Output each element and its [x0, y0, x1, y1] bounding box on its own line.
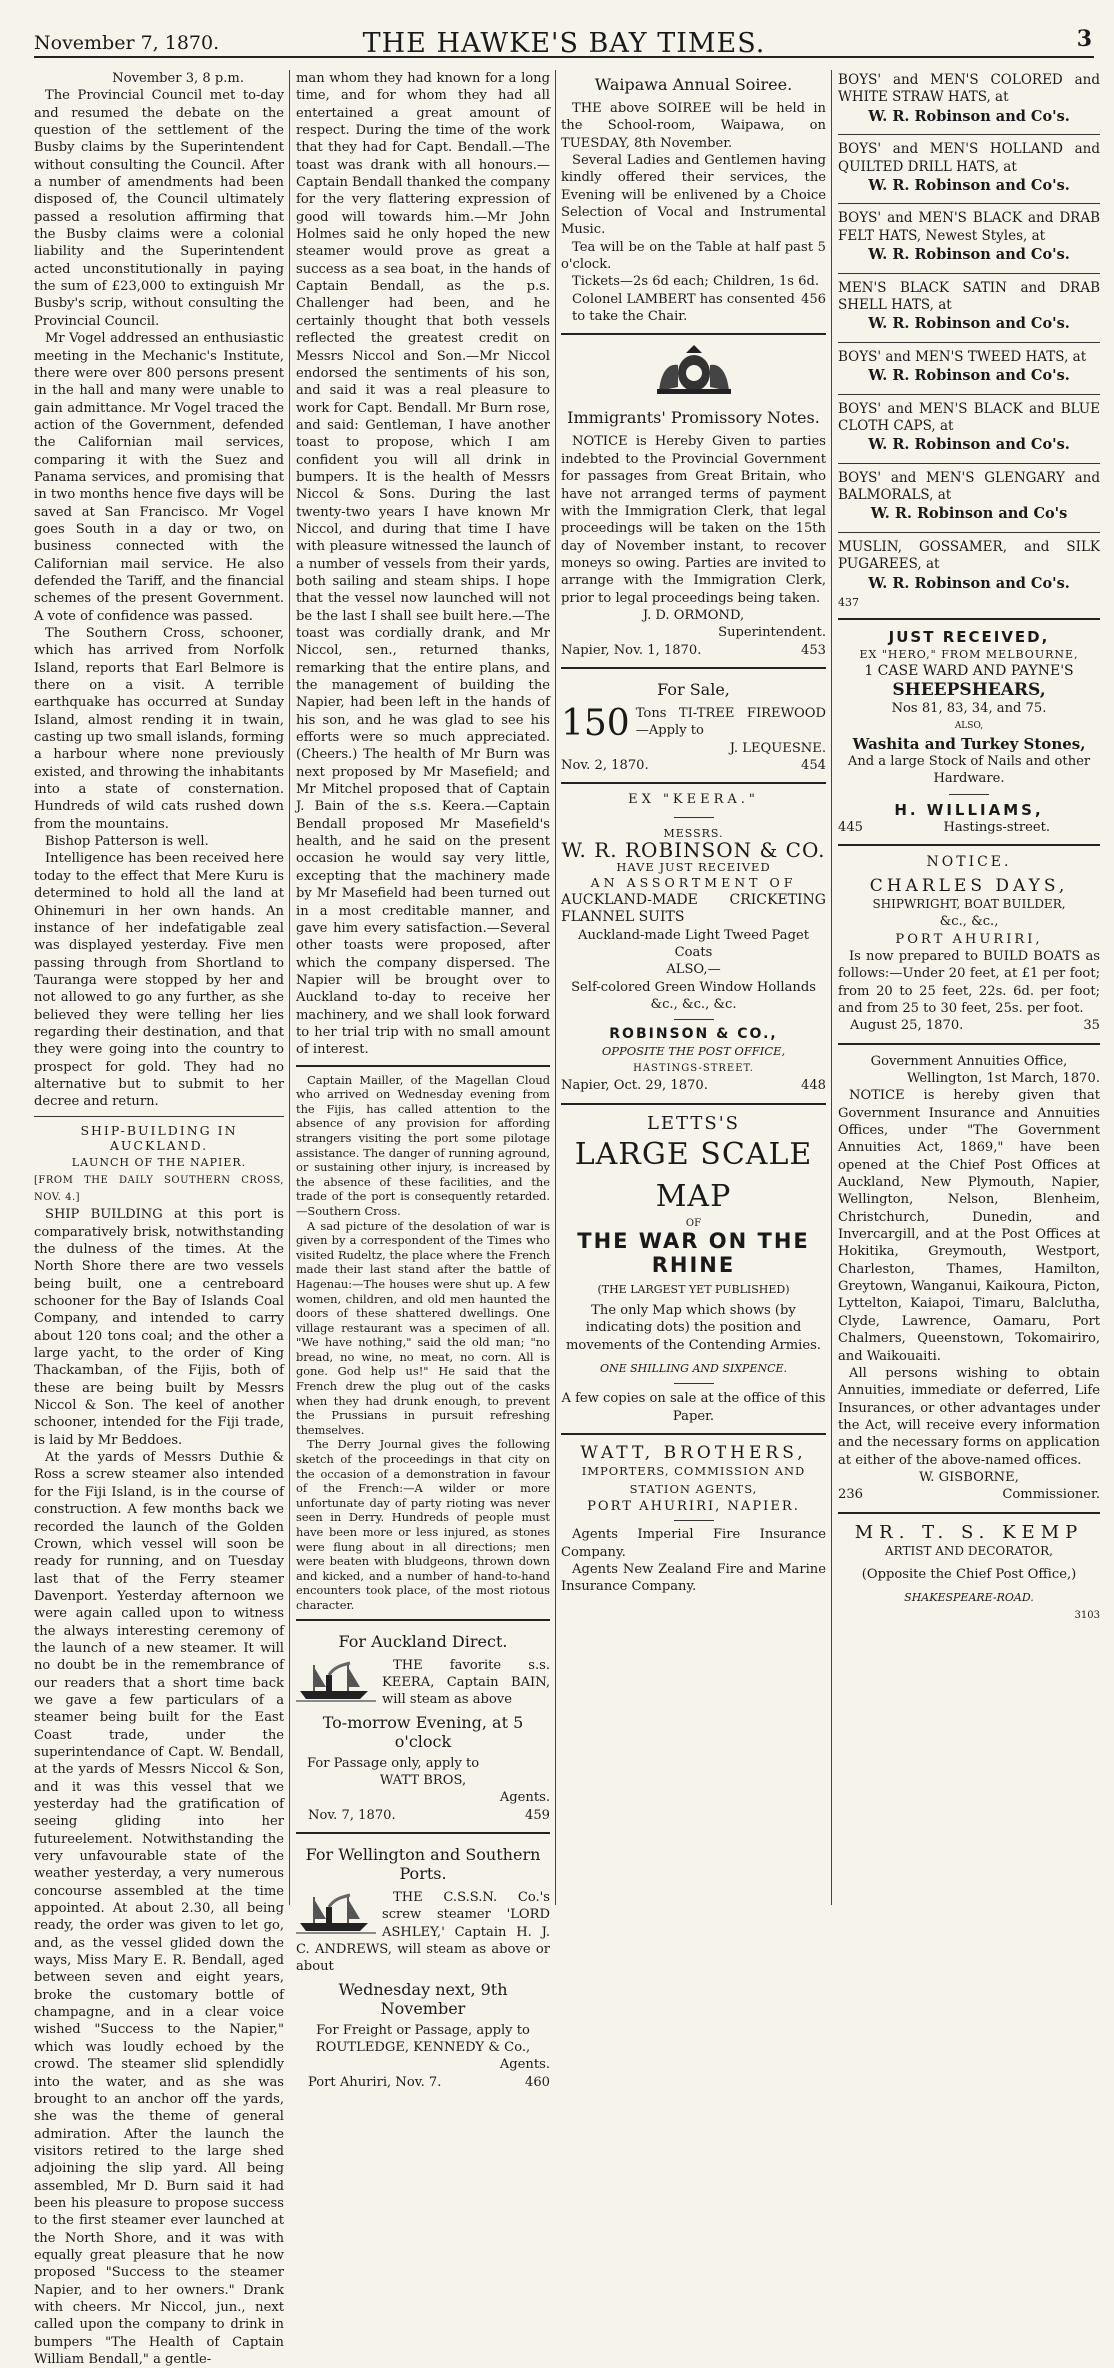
divider	[838, 618, 1100, 620]
ad-title: For Wellington and Southern Ports.	[305, 1844, 541, 1883]
ad-body: Tea will be on the Table at half past 5 o'clock.	[561, 239, 826, 273]
article-paragraph: At the yards of Messrs Duthie & Ross a screw steamer also intended for the Fiji Island, is in the course of construction. A few months back we recorded the launch of the Golden Crown, which vessel will soon be ready for running, and on Tuesday last that of the Ferry steamer Davenport. Yesterday afternoon we were again called upon to witness the always interesting ceremony of the launch of a new steamer. It will no doubt be in the remembrance of our readers that a short time back we gave a few particulars of a steamer being built for the East Coast trade, under the superintendance of Capt. W. Bendall, at the yards of Messrs Niccol & Son, and it was this vessel that we yesterday had the gratification of seeing gliding into her futureelement. Notwithstanding the very unfavourable state of the weather yesterday, a very numerous concourse assembled at the time appointed. At about 2.30, all being ready, the order was given to let go, and, as the vessel glided down the ways, Miss Mary E. R. Bendall, aged between seven and eight years, broke the customary bottle of champagne, and in a clear voice wished "Success to the Napier," which was loudly echoed by the crowd. The steamer slid splendidly into the water, and as she was brought to an anchor off the yards, she was the theme of general admiration. After the launch the visitors retired to the large shed adjoining the slip yard. All being assembled, Mr D. Burn said it had been his pleasure to propose success to the first steamer ever launched at the North Shore, and it was with equally great pleasure that he now proposed "Success to the steamer Napier, and to her owners." Drank with cheers. Mr Niccol, jun., next called upon the company to drink in bumpers "The Health of Captain William Bendall," a gentle-	[34, 1450, 284, 2367]
ad-body: Nos 81, 83, 34, and 75.	[891, 701, 1047, 717]
hat-ad	[838, 456, 1100, 525]
ad-body: NOTICE is Hereby Given to parties indebted to the Provincial Government for passages from Great Britain, who have not arranged terms of payment with the Immigration Clerk, that legal proceedings will be taken on the 15th day of November instant, to recover moneys so owing. Parties are invited to arrange with the Immigration Clerk, prior to legal proceedings being taken.	[561, 434, 826, 606]
divider	[838, 1512, 1100, 1514]
ad-highlight: To-morrow Evening, at 5 o'clock	[322, 1712, 524, 1751]
hat-ad	[838, 387, 1100, 456]
ad-ref: 456	[801, 291, 826, 307]
hat-ad	[838, 196, 1100, 265]
ad-date: Port Ahuriri, Nov. 7.	[308, 2074, 442, 2090]
ad-body: SHIPWRIGHT, BOAT BUILDER,	[872, 896, 1066, 911]
divider	[838, 463, 1100, 464]
ad-body: EX "HERO," FROM MELBOURNE,	[859, 647, 1079, 661]
soiree-ad	[561, 70, 826, 327]
firm-location: OPPOSITE THE POST OFFICE,	[601, 1043, 786, 1058]
column-4	[838, 70, 1100, 1905]
page-number: 3	[1076, 26, 1092, 52]
divider	[34, 1116, 284, 1117]
article-paragraph: A sad picture of the desolation of war is given by a correspondent of the Times who visited Rudeltz, the place where the French made their last stand after the battle of Hagenau:—The houses were shut up. A few women, children, and old men haunted the doors of these shattered dwellings. One village restaurant was a specimen of all. "We have nothing," said the old man; "no bread, no wine, no meat, no corn. All is gone. God help us!" He said that the French drew the plug out of the casks when they had drunk enough, to prevent the Prussians in pursuit refreshing themselves.	[296, 1218, 550, 1437]
agent-role: Agents.	[499, 1790, 550, 1806]
agent-name: WATT BROS,	[379, 1772, 467, 1788]
article-paragraph: The Southern Cross, schooner, which has arrived from Norfolk Island, reports that Earl Belmore is there on a visit. A terrible earthquake has occurred at Sunday Island, almost rending it in twain, casting up two small islands, forming a harbour where none previously existed, and throwing the inhabitants into a state of consternation. Hundreds of wild cats rushed down from the mountains.	[34, 626, 284, 832]
firm-location: (Opposite the Chief Post Office,)	[861, 1566, 1077, 1582]
firm-street: HASTINGS-STREET.	[633, 1063, 754, 1075]
article-subtitle: LAUNCH OF THE NAPIER.	[71, 1155, 247, 1169]
divider	[561, 1433, 826, 1435]
hat-ads-list	[838, 70, 1100, 594]
ad-body: Several Ladies and Gentlemen having kindly offered their services, the Evening will be enlivened by a Choice Selection of Vocal and Instrumental Music.	[561, 153, 826, 238]
ad-body: THE C.S.S.N. Co.'s screw steamer 'LORD ASHLEY,' Captain H. J. C. ANDREWS, will steam as above or about	[296, 1889, 550, 1975]
divider	[561, 667, 826, 669]
auckland-ad	[296, 1627, 550, 1826]
seller-name: J. LEQUESNE.	[729, 740, 826, 756]
signatory-name: W. GISBORNE,	[919, 1469, 1019, 1485]
just-received-ad	[838, 626, 1100, 838]
column-rule	[555, 70, 556, 1905]
hat-ad	[838, 525, 1100, 594]
ad-ref: 445	[838, 819, 863, 835]
column-2	[296, 70, 551, 2090]
divider	[838, 1043, 1100, 1045]
firm-location: PORT AHURIRI,	[895, 931, 1043, 947]
ad-ref: 3103	[1074, 1609, 1100, 1621]
article-paragraph: SHIP BUILDING at this port is comparatively brisk, notwithstanding the dulness of the times. At the North Shore there are two vessels being built, one a centreboard schooner for the Bay of Islands Coal Company, and intended to carry about 120 tons coal; and the other a large yacht, to the order of King Thackamban, of the Fijis, both of these are being built by Messrs Niccol & Son. The keel of another schooner, intended for the Fiji trade, is laid by Mr Beddoes.	[34, 1207, 284, 1448]
ad-body: Colonel LAMBERT has consented to take the Chair.	[572, 291, 795, 325]
firm-name: W. R. Robinson and Co's.	[868, 107, 1070, 125]
column-rule	[289, 70, 290, 1905]
divider	[838, 342, 1100, 343]
signatory-role: Superintendent.	[718, 625, 826, 641]
ad-date: Napier, Oct. 29, 1870.	[561, 1078, 708, 1094]
divider	[838, 273, 1100, 274]
ad-body: MEN'S BLACK SATIN and DRAB SHELL HATS, at	[838, 279, 1100, 313]
ad-body: THE above SOIREE will be held in the School-room, Waipawa, on TUESDAY, 8th November.	[561, 101, 826, 151]
divider	[561, 333, 826, 335]
ad-body: Agents New Zealand Fire and Marine Insurance Company.	[561, 1561, 826, 1595]
ad-date: Wellington, 1st March, 1870.	[907, 1071, 1100, 1086]
firm-name: W. R. Robinson and Co's.	[868, 246, 1070, 264]
ad-body: AN ASSORTMENT OF	[590, 875, 797, 891]
article-paragraph: The Derry Journal gives the following sketch of the proceedings in that city on the occasion of a demonstration in favour of the French:—A wilder or more unfortunate day of party rioting was never seen in Derry. Hundreds of people must have been more or less injured, as stones were flung about in all directions; men were beaten with bludgeons, thrown down and kicked, and a number of hand-to-hand encounters took place, of the most riotous character.	[296, 1437, 550, 1612]
ad-date: Napier, Nov. 1, 1870.	[561, 642, 702, 658]
firm-name: W. R. Robinson and Co's.	[868, 176, 1070, 194]
ad-ref: 460	[525, 2074, 550, 2090]
ad-body: HAVE JUST RECEIVED	[616, 859, 771, 874]
ad-body: BOYS' and MEN'S BLACK and DRAB FELT HATS, Newest Styles, at	[838, 210, 1100, 244]
ad-date: Nov. 7, 1870.	[308, 1807, 396, 1823]
ad-ref: 459	[525, 1807, 550, 1823]
ad-date: August 25, 1870.	[850, 1018, 964, 1034]
ad-title: Waipawa Annual Soiree.	[594, 75, 793, 94]
promissory-notes-ad	[561, 403, 826, 660]
agent-role: Agents.	[499, 2057, 550, 2073]
divider	[561, 782, 826, 784]
firewood-sale-ad	[561, 675, 826, 776]
article-paragraph: The Provincial Council met to-day and resumed the debate on the question of the settlement of the Busby claims by the Superintendent without consulting the Council. After a number of amendments had been disposed of, the Council ultimately passed a resolution affirming that the Busby claims were a colonial liability and the Superintendent acted unconstitutionally in paying the sum of £23,000 to extinguish Mr Busby's scrip, without consulting the Provincial Council.	[34, 88, 284, 329]
ad-body: Auckland-made Light Tweed Paget Coats	[578, 927, 809, 960]
ad-body: THE favorite s.s. KEERA, Captain BAIN, will steam as above	[382, 1657, 550, 1708]
ad-body: &c., &c.,	[939, 914, 999, 930]
hat-ad	[838, 127, 1100, 196]
firm-street: Hastings-street.	[943, 819, 1050, 835]
firm-name: W. R. Robinson and Co's.	[868, 436, 1070, 454]
ad-body: ARTIST AND DECORATOR,	[884, 1543, 1053, 1558]
article-paragraph: man whom they had known for a long time, and for whom they had all entertained a great amount of respect. During the time of the work that they had for Capt. Bendall.—The toast was drank with all honours.—Captain Bendall thanked the company for the very flattering expression of good will towards him.—Mr John Holmes said he only hoped the new steamer would prove as great a success as a sea boat, in the hands of Captain Bendall, as the p.s. Challenger had been, and he certainly thought that both vessels reflected the greatest credit on Messrs Niccol and Son.—Mr Niccol endorsed the sentiments of his son, and said it was a real pleasure to work for Capt. Bendall. Mr Burn rose, and said: Gentleman, I have another toast to propose, which I am confident you will all drink in bumpers. It is the health of Messrs Niccol & Sons. During the last twenty-two years I have known Mr Niccol, and during that time I have with pleasure witnessed the launch of a number of vessels from their yards, both sailing and steam ships. I hope that the vessel now launched will not be the last I shall see built here.—The toast was cordially drank, and Mr Niccol, sen., returned thanks, remarking that the entire plans, and the management of building the Napier, had been left in the hands of his son, and he was glad to see his efforts were so much appreciated. (Cheers.) The health of Mr Burn was next proposed by Mr Masefield; and Mr Mitchel proposed that of Captain J. Bain of the s.s. Keera.—Captain Bendall proposed Mr Masefield's health, and he said on the present occasion he would say very little, excepting that the machinery made by Mr Masefield had been turned out in a most creditable manner, and gave him every satisfaction.—Several other toasts were proposed, after which the company dispersed. The Napier will be brought over to Auckland to-day to receive her machinery, and we shall look forward to her trial trip with no small amount of interest.	[296, 71, 551, 1058]
firm-name: MR. T. S. KEMP	[854, 1521, 1084, 1543]
ad-body: 1 CASE WARD AND PAYNE'S	[864, 662, 1074, 679]
ad-title: For Sale,	[657, 679, 730, 699]
ad-title: LETTS'S	[646, 1112, 741, 1134]
issue-date: November 7, 1870.	[34, 32, 220, 54]
steamship-icon	[296, 1891, 376, 1935]
article-paragraph: Captain Mailler, of the Magellan Cloud who arrived on Wednesday evening from the Fijis, has called attention to the absence of any provision for affording strangers visiting the port some pilotage assistance. The danger of running aground, or sustaining other injury, is increased by the absence of these facilities, and the trade of the port is consequently retarded.—Southern Cross.	[296, 1072, 550, 1218]
article-paragraph: Bishop Patterson is well.	[45, 834, 209, 850]
ad-body: BOYS' and MEN'S COLORED and WHITE STRAW HATS, at	[838, 72, 1100, 106]
ad-title: Immigrants' Promissory Notes.	[567, 408, 820, 428]
divider	[838, 844, 1100, 846]
ad-body: Is now prepared to BUILD BOATS as follows:—Under 20 feet, at £1 per foot; from 20 to 25 feet, 22s. 6d. per foot; and from 25 to 30 feet, 25s. per foot.	[838, 948, 1100, 1016]
ad-body: &c., &c., &c.	[650, 996, 737, 1012]
hat-ad	[838, 335, 1100, 387]
ad-body: And a large Stock of Nails and other Hardware.	[847, 753, 1091, 787]
ad-ref: 454	[801, 757, 826, 773]
divider	[838, 394, 1100, 395]
firm-name: W. R. Robinson and Co's.	[868, 315, 1070, 333]
ad-body: Self-colored Green Window Hollands	[571, 979, 816, 995]
government-annuities-ad	[838, 1051, 1100, 1506]
divider	[296, 1619, 550, 1621]
article-title: SHIP-BUILDING IN AUCKLAND.	[80, 1122, 238, 1153]
article-paragraph: Mr Vogel addressed an enthusiastic meeting in the Mechanic's Institute, there were over 800 persons present in the hall and many were unable to gain admittance. Mr Vogel traced the action of the Government, defended the Californian mail services, comparing it with the Suez and Panama services, and promising that in two months hence five days will be saved at San Francisco. Mr Vogel goes South in a day or two, on business connected with the Californian mail service. He also defended the Tariff, and the financial schemes of the present Government. A vote of confidence was passed.	[34, 331, 284, 624]
column-rule	[831, 70, 832, 1905]
ad-body: (THE LARGEST YET PUBLISHED)	[597, 1282, 790, 1296]
price: ONE SHILLING AND SIXPENCE.	[599, 1362, 788, 1376]
ad-ref: 437	[838, 596, 859, 610]
divider	[296, 1832, 550, 1834]
ad-date: Nov. 2, 1870.	[561, 757, 649, 773]
product-name: SHEEPSHEARS,	[892, 680, 1046, 701]
firm-name: W. R. Robinson and Co's	[870, 505, 1068, 523]
divider	[838, 134, 1100, 135]
ad-body: Agents Imperial Fire Insurance Company.	[561, 1527, 826, 1560]
ad-ref: 453	[801, 642, 826, 658]
ad-body: OF	[685, 1217, 702, 1229]
hat-ad	[838, 70, 1100, 127]
royal-crest-icon	[639, 341, 749, 397]
firm-location: PORT AHURIRI, NAPIER.	[587, 1498, 800, 1514]
firm-name: W. R. Robinson and Co's.	[868, 574, 1070, 592]
divider	[296, 1065, 550, 1067]
product-name: Washita and Turkey Stones,	[852, 734, 1086, 753]
wellington-ad	[296, 1840, 550, 2093]
column-1	[34, 70, 284, 2367]
firm-name: W. R. ROBINSON & CO.	[561, 838, 826, 863]
ad-body: ALSO,—	[666, 962, 721, 978]
ad-body: MUSLIN, GOSSAMER, and SILK PUGAREES, at	[838, 538, 1100, 573]
ad-ref: 236	[838, 1487, 863, 1503]
article-source: [FROM THE DAILY SOUTHERN CROSS, NOV. 4.]	[34, 1174, 284, 1203]
firm-name: W. R. Robinson and Co's.	[868, 367, 1070, 385]
ad-ref: 35	[1083, 1018, 1100, 1034]
ad-body: ALSO,	[954, 720, 984, 731]
signatory-name: J. D. ORMOND,	[642, 607, 745, 623]
ad-ref: 448	[801, 1078, 826, 1094]
divider	[838, 532, 1100, 533]
firm-name: WATT, BROTHERS,	[580, 1443, 807, 1464]
boat-builder-ad	[838, 852, 1100, 1037]
ad-body: NOTICE is hereby given that Government Insurance and Annuities Offices, under "The Government Annuities Act, 1869," have been opened at the Chief Post Offices at Auckland, New Plymouth, Napier, Wellington, Nelson, Blenheim, Christchurch, Dunedin, and Invercargill, and at the Post Offices at Hokitika, Greymouth, Westport, Charleston, Thames, Hamilton, Greytown, Wanganui, Kaikoura, Picton, Lyttelton, Kaiapoi, Timaru, Balclutha, Clyde, Lawrence, Oamaru, Port Chalmers, Queenstown, Tokomairiro, and Waikouaiti.	[838, 1088, 1100, 1364]
ad-body: A few copies on sale at the office of this Paper.	[561, 1391, 826, 1424]
ad-title: NOTICE.	[926, 853, 1012, 870]
firm-street: SHAKESPEARE-ROAD.	[904, 1591, 1034, 1605]
ad-body: IMPORTERS, COMMISSION AND STATION AGENTS,	[581, 1464, 806, 1496]
ad-body: BOYS' and MEN'S BLACK and BLUE CLOTH CAPS, at	[838, 400, 1100, 434]
firm-name: H. WILLIAMS,	[894, 800, 1044, 819]
divider	[561, 1103, 826, 1105]
ad-body: BOYS' and MEN'S HOLLAND and QUILTED DRILL HATS, at	[838, 141, 1100, 175]
steamship-icon	[296, 1659, 376, 1703]
keera-ad	[561, 790, 826, 1096]
ad-highlight: Wednesday next, 9th November	[338, 1979, 508, 2018]
hat-ad	[838, 266, 1100, 335]
firm-name: ROBINSON & CO.,	[609, 1026, 778, 1043]
war-map-ad	[561, 1111, 826, 1427]
ad-body: AUCKLAND-MADE CRICKETING FLANNEL SUITS	[561, 891, 826, 926]
quantity: 150	[561, 702, 630, 744]
ad-body: Tickets—2s 6d each; Children, 1s 6d.	[572, 274, 820, 290]
ad-title: EX "KEERA."	[628, 792, 759, 808]
ad-title: LARGE SCALE MAP	[574, 1136, 813, 1214]
ad-title: Government Annuities Office,	[870, 1053, 1068, 1069]
masthead	[34, 24, 1094, 58]
article-paragraph: Intelligence has been received here today to the effect that Mere Kuru is determined to hold all the land at Ohinemuri in her own hands. An instance of her indefatigable zeal was displayed yesterday. Five men passing through from Shortland to Tauranga were stopped by her and not allowed to go any further, as she believed they were telling her lies regarding their destination, and that they were going into the country to prospect for gold. They had no alternative but to submit to her decree and return.	[34, 851, 284, 1110]
dateline: November 3, 8 p.m.	[112, 71, 244, 86]
ad-body: All persons wishing to obtain Annuities, immediate or deferred, Life Insurances, or other advantages under the Act, will receive every information and the necessary forms on application at either of the above-named offices.	[838, 1365, 1100, 1468]
firm-name: CHARLES DAYS,	[869, 875, 1069, 896]
ad-body: For Freight or Passage, apply to	[316, 2022, 530, 2038]
ad-body: For Passage only, apply to	[307, 1755, 480, 1771]
ad-title: For Auckland Direct.	[338, 1631, 508, 1651]
ad-title: THE WAR ON THE RHINE	[577, 1228, 810, 1277]
signatory-role: Commissioner.	[1002, 1487, 1100, 1503]
divider	[838, 203, 1100, 204]
ad-body: BOYS' and MEN'S GLENGARY and BALMORALS, at	[838, 469, 1100, 504]
ad-body: BOYS' and MEN'S TWEED HATS, at	[838, 348, 1087, 365]
ad-body: The only Map which shows (by indicating dots) the position and movements of the Contending Armies.	[566, 1303, 821, 1353]
ad-title: JUST RECEIVED,	[888, 627, 1050, 646]
agent-name: ROUTLEDGE, KENNEDY & Co.,	[315, 2040, 531, 2056]
ad-body: MESSRS.	[663, 826, 724, 840]
column-3	[561, 70, 826, 1905]
watt-brothers-ad	[561, 1441, 826, 1597]
ad-body: Tons TI-TREE FIREWOOD —Apply to	[635, 705, 826, 739]
newspaper-title: THE HAWKE'S BAY TIMES.	[362, 28, 766, 59]
kemp-ad	[838, 1520, 1100, 1626]
